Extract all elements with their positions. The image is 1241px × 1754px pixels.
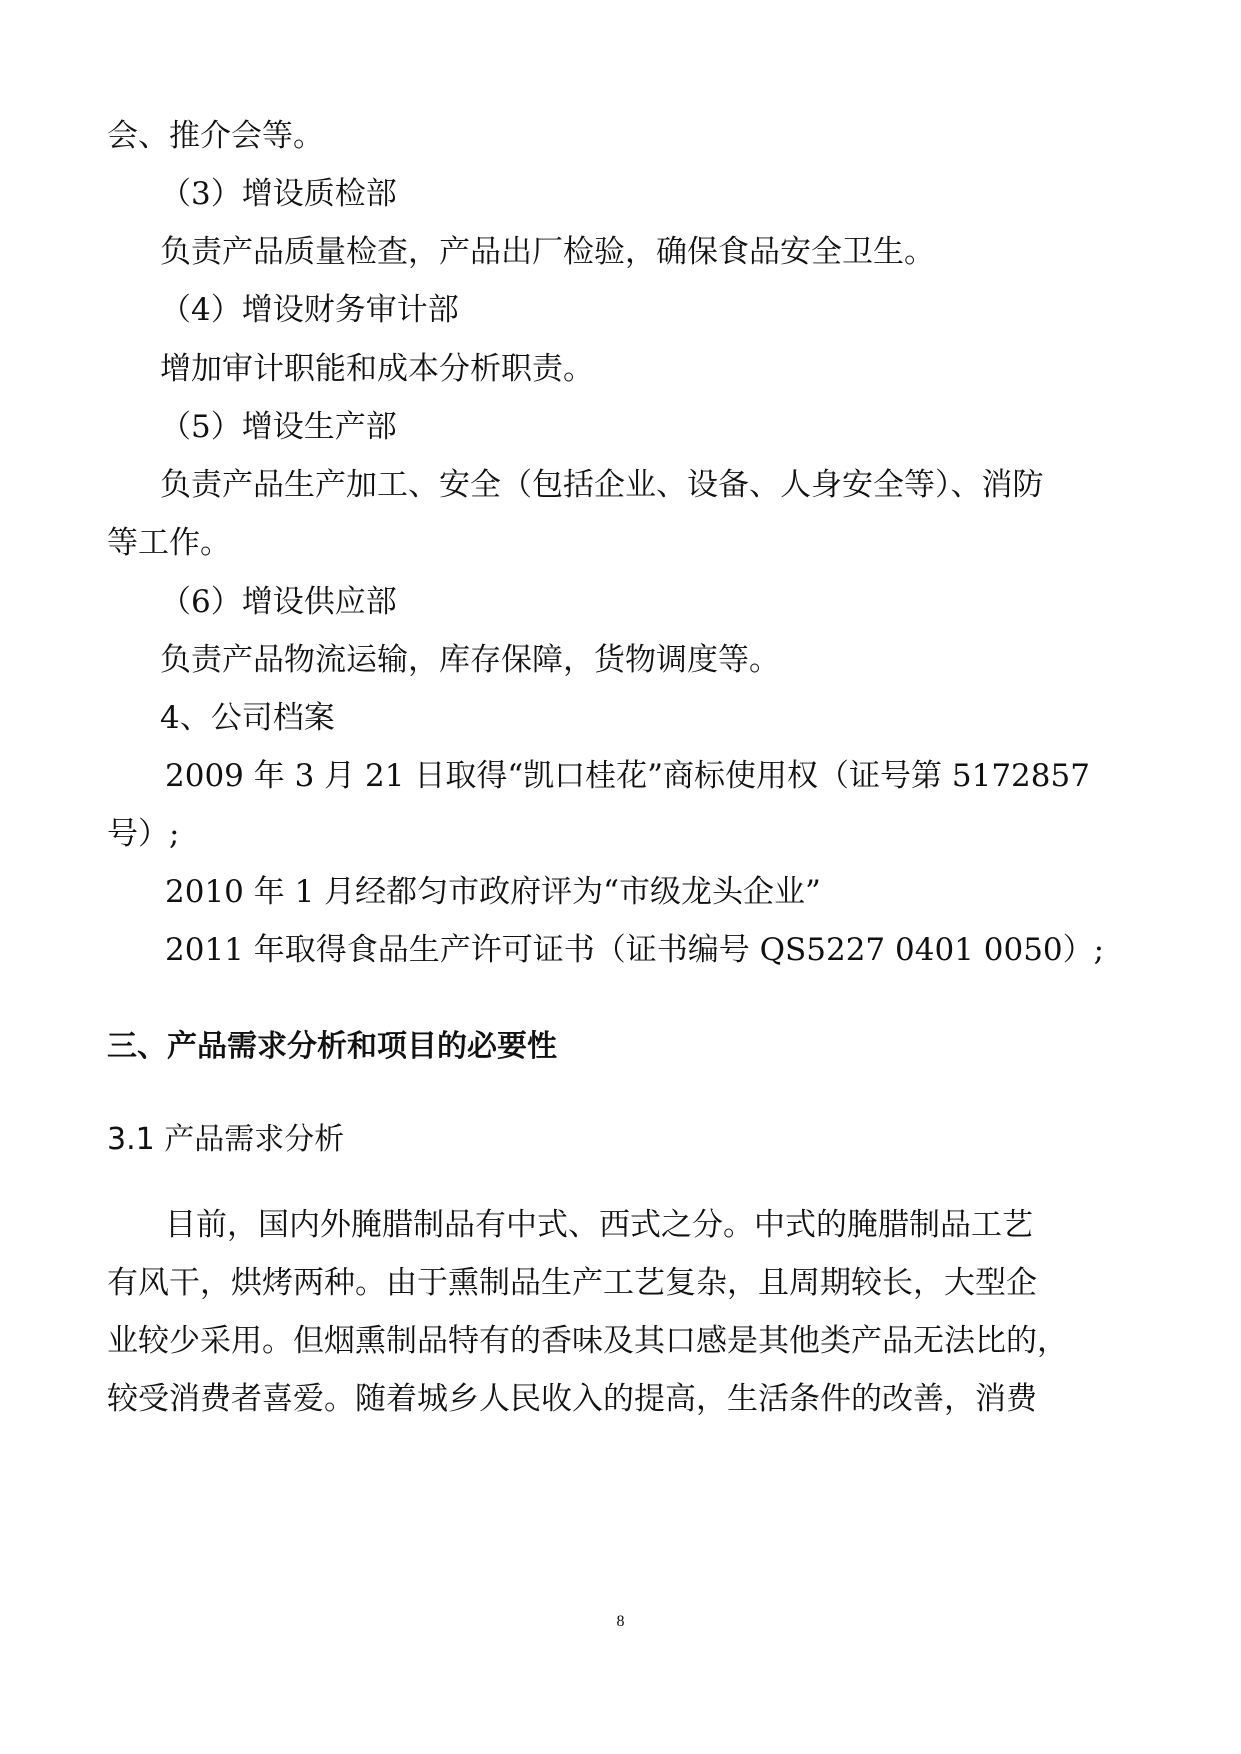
text-line: 号）; <box>107 816 180 852</box>
text-line: 负责产品生产加工、安全（包括企业、设备、人身安全等）、消防 <box>160 467 1044 503</box>
text-line: 增加审计职能和成本分析职责。 <box>160 351 594 387</box>
list-heading: （4）增设财务审计部 <box>160 292 459 328</box>
text-line: 等工作。 <box>107 525 231 561</box>
list-heading: （5）增设生产部 <box>160 409 397 445</box>
text-line: 2010 年 1 月经都匀市政府评为“市级龙头企业” <box>165 874 821 910</box>
text-line: 负责产品物流运输，库存保障，货物调度等。 <box>160 642 780 678</box>
text-line: 负责产品质量检查，产品出厂检验，确保食品安全卫生。 <box>160 234 935 270</box>
paragraph-line: 业较少采用。但烟熏制品特有的香味及其口感是其他类产品无法比的， <box>107 1323 1068 1359</box>
text-line: 2011 年取得食品生产许可证书（证书编号 QS5227 0401 0050）; <box>165 932 1105 968</box>
subsection-heading: 3.1 产品需求分析 <box>107 1122 345 1157</box>
list-heading: （3）增设质检部 <box>160 176 397 212</box>
paragraph-line: 目前，国内外腌腊制品有中式、西式之分。中式的腌腊制品工艺 <box>165 1207 1033 1243</box>
list-heading: 4、公司档案 <box>160 700 335 736</box>
text-line: 会、推介会等。 <box>107 118 324 154</box>
list-heading: （6）增设供应部 <box>160 584 397 620</box>
page-number: 8 <box>616 1613 625 1630</box>
paragraph-line: 有风干，烘烤两种。由于熏制品生产工艺复杂，且周期较长，大型企 <box>107 1265 1037 1301</box>
section-heading: 三、产品需求分析和项目的必要性 <box>107 1029 557 1064</box>
paragraph-line: 较受消费者喜爱。随着城乡人民收入的提高，生活条件的改善，消费 <box>107 1381 1037 1417</box>
text-line: 2009 年 3 月 21 日取得“凯口桂花”商标使用权（证号第 5172857 <box>165 758 1090 794</box>
